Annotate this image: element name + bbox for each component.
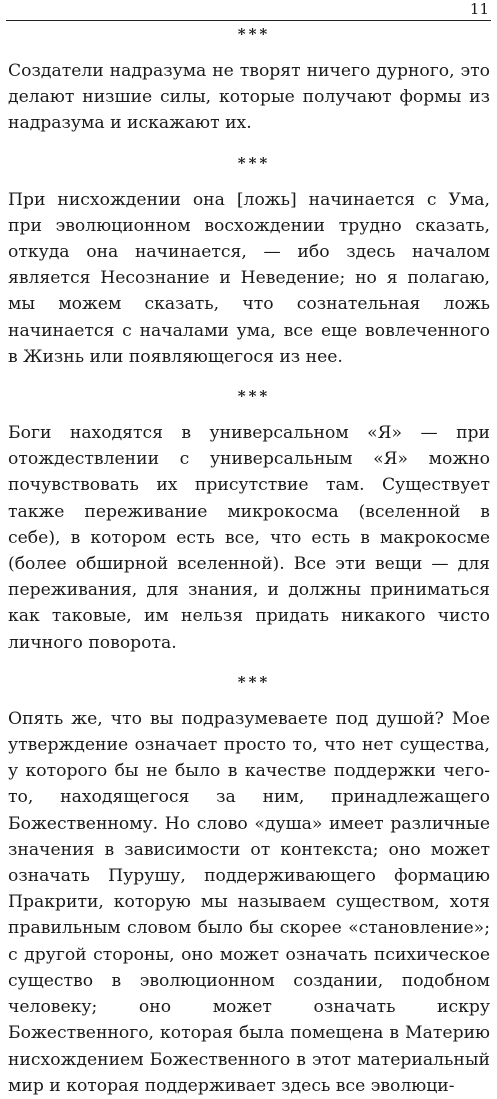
section-separator: *** xyxy=(237,387,271,406)
section-separator: *** xyxy=(237,153,271,172)
paragraph-4: Опять же, что вы подразумеваете под душой? Мое утверждение означает просто то, что нет существа, у которого бы не было в качестве поддержки чего-то, находящегося за ним, принадлежащего Божественному. Но слово «душа» имеет различные значения в зависимости от контекста; оно может означать Пурушу, поддерживающего формацию Пракрити, которую мы называем существом, хотя правильным словом было бы скорее «становление»; с другой стороны, оно может означать психическое существо в эволюционном создании, подобном человеку; оно может означать искру Божественного, которая была помещена в Материю нисхождением Божественного в этот материальный мир и которая поддерживает здесь все эволюци- xyxy=(8,708,490,1096)
page-number: 11 xyxy=(469,0,489,18)
page-content xyxy=(8,24,490,1099)
paragraph-1: Создатели надразума не творят ничего дурного, это делают низшие силы, которые получают формы из надразума и искажают их. xyxy=(8,61,490,134)
header-rule xyxy=(6,20,491,21)
section-separator: *** xyxy=(237,25,271,43)
section-separator: *** xyxy=(237,672,271,691)
paragraph-3: Боги находятся в универсальном «Я» — при отождествлении с универсальным «Я» можно почувствовать их присутствие там. Существует также переживание микрокосма (вселенной в себе), в котором есть все, что есть в макрокосме (более обширной вселенной). Все эти вещи — для переживания, для знания, и должны приниматься как таковые, им нельзя придать никакого чисто личного поворота. xyxy=(8,423,490,653)
paragraph-2: При нисхождении она [ложь] начинается с Ума, при эволюционном восхождении трудно сказать, откуда она начинается, — ибо здесь началом является Несознание и Неведение; но я полагаю, мы можем сказать, что сознательная ложь начинается с началами ума, все еще вовлеченного в Жизнь или появляющегося из нее. xyxy=(8,189,490,367)
